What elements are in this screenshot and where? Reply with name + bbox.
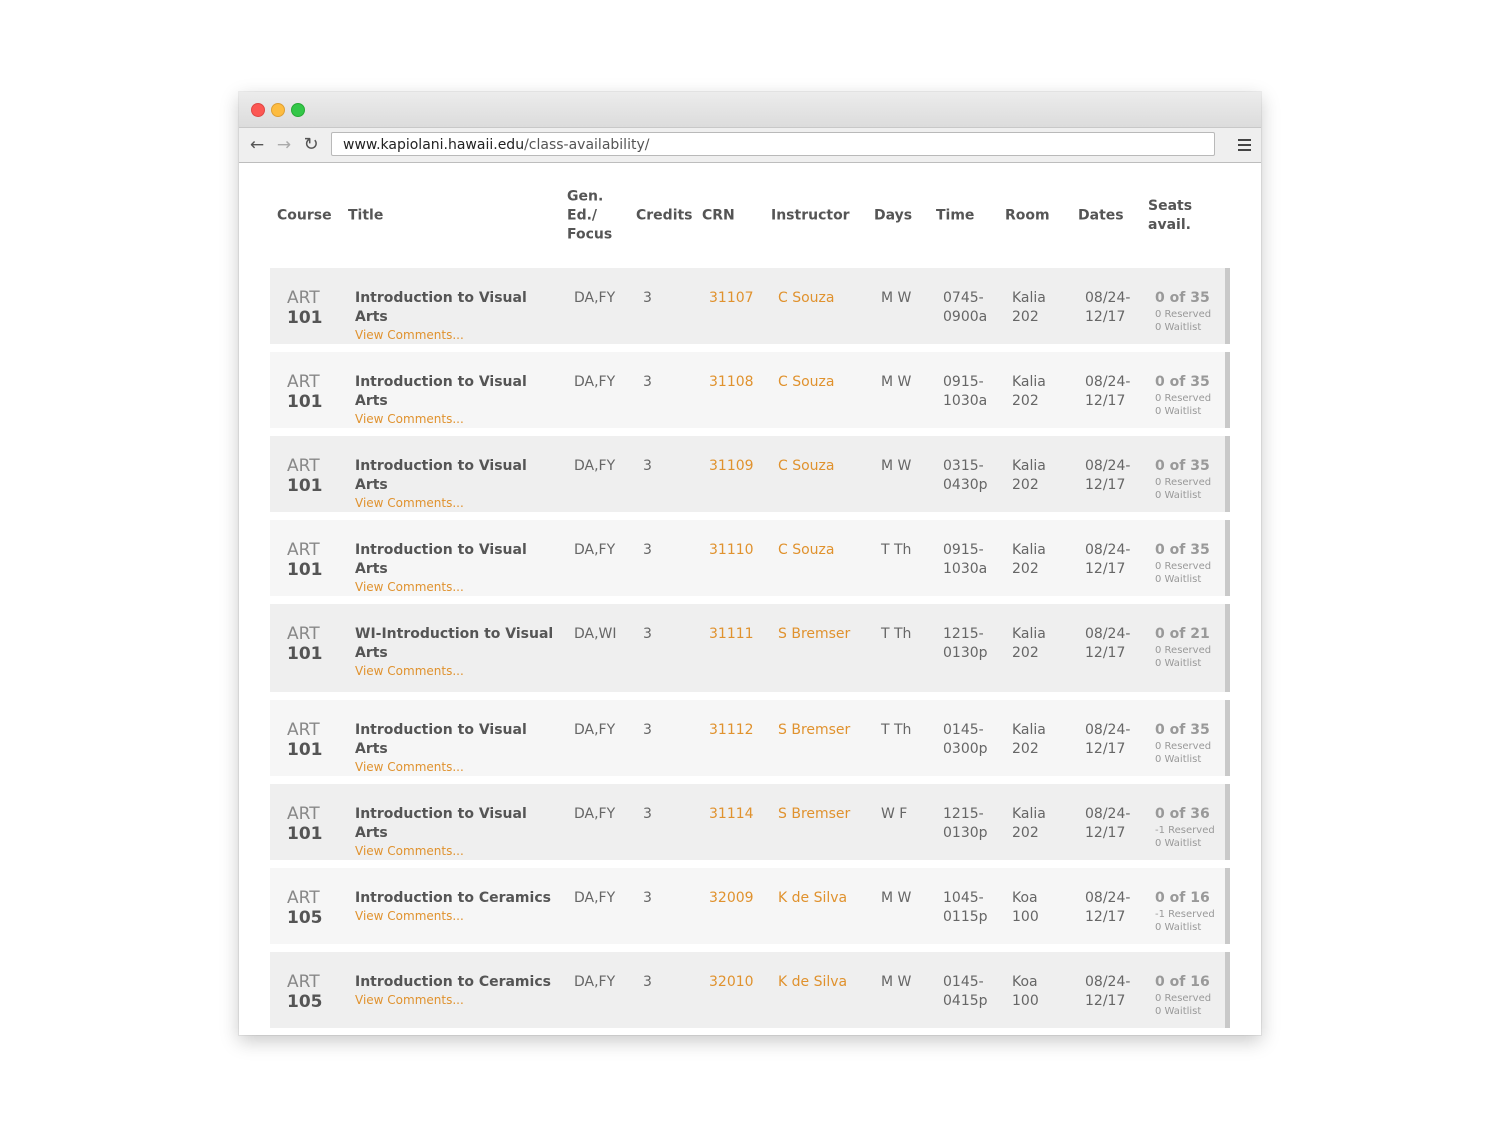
seats-cell: [1155, 721, 1211, 766]
date-end: 12/17: [1085, 993, 1126, 1009]
gened-value: DA,FY: [574, 722, 616, 738]
room-number: 202: [1012, 477, 1039, 493]
date-start: 08/24-: [1085, 974, 1131, 990]
instructor-link[interactable]: C Souza: [778, 290, 835, 306]
date-start: 08/24-: [1085, 290, 1131, 306]
seats-available: 0 of 35: [1155, 542, 1210, 558]
seats-reserved: -1 Reserved: [1155, 909, 1215, 920]
gened-value: DA,FY: [574, 890, 616, 906]
title-cell: [355, 889, 555, 924]
course-number: 105: [287, 992, 323, 1012]
room-building: Koa: [1012, 974, 1038, 990]
days-value: M W: [881, 974, 912, 990]
time-cell: [943, 625, 995, 663]
seats-cell: [1155, 541, 1211, 586]
course-cell: [287, 288, 323, 328]
date-end: 12/17: [1085, 741, 1126, 757]
days-value: M W: [881, 458, 912, 474]
page-content: [239, 163, 1261, 1035]
seats-reserved: 0 Reserved: [1155, 393, 1212, 404]
days-value: M W: [881, 890, 912, 906]
crn-link[interactable]: 32010: [709, 974, 754, 990]
days-value: W F: [881, 806, 908, 822]
course-subject: ART: [287, 888, 320, 908]
table-row: [270, 604, 1230, 692]
course-title: Introduction to Visual Arts: [355, 722, 527, 757]
dates-cell: [1085, 973, 1137, 1011]
course-subject: ART: [287, 456, 320, 476]
seats-reserved: 0 Reserved: [1155, 993, 1212, 1004]
seats-cell: [1155, 457, 1211, 502]
instructor-link[interactable]: K de Silva: [778, 890, 848, 906]
address-bar[interactable]: [331, 132, 1215, 156]
time-start: 0315-: [943, 458, 984, 474]
gened-value: DA,FY: [574, 290, 616, 306]
room-cell: [1012, 973, 1062, 1011]
room-building: Koa: [1012, 890, 1038, 906]
room-building: Kalia: [1012, 542, 1046, 558]
course-title: Introduction to Visual Arts: [355, 290, 527, 325]
seats-waitlist: 0 Waitlist: [1155, 922, 1202, 933]
credits-value: 3: [643, 890, 652, 906]
credits-value: 3: [643, 458, 652, 474]
date-end: 12/17: [1085, 561, 1126, 577]
time-cell: [943, 289, 995, 327]
room-building: Kalia: [1012, 806, 1046, 822]
gened-value: DA,FY: [574, 542, 616, 558]
time-cell: [943, 973, 995, 1011]
instructor-link[interactable]: S Bremser: [778, 722, 851, 738]
header-days: Days: [874, 207, 913, 223]
url-domain: www.kapiolani.hawaii.edu: [343, 137, 525, 153]
dates-cell: [1085, 373, 1137, 411]
date-start: 08/24-: [1085, 542, 1131, 558]
gened-value: DA,FY: [574, 974, 616, 990]
time-end: 0900a: [943, 309, 988, 325]
course-title: Introduction to Ceramics: [355, 890, 551, 906]
time-cell: [943, 889, 995, 927]
seats-available: 0 of 36: [1155, 806, 1210, 822]
table-row: [270, 436, 1230, 512]
time-end: 0300p: [943, 741, 988, 757]
title-cell: [355, 373, 555, 427]
room-cell: [1012, 373, 1062, 411]
room-number: 202: [1012, 741, 1039, 757]
seats-cell: [1155, 889, 1215, 934]
course-subject: ART: [287, 372, 320, 392]
table-row: [270, 784, 1230, 860]
gened-value: DA,WI: [574, 626, 617, 642]
course-subject: ART: [287, 288, 320, 308]
seats-reserved: 0 Reserved: [1155, 741, 1212, 752]
header-time: Time: [936, 207, 975, 223]
room-number: 100: [1012, 993, 1039, 1009]
header-dates: Dates: [1078, 207, 1124, 223]
date-end: 12/17: [1085, 645, 1126, 661]
header-course: Course: [277, 207, 332, 223]
time-start: 0915-: [943, 374, 984, 390]
seats-waitlist: 0 Waitlist: [1155, 406, 1202, 417]
date-start: 08/24-: [1085, 722, 1131, 738]
course-subject: ART: [287, 540, 320, 560]
course-subject: ART: [287, 804, 320, 824]
title-cell: [355, 457, 555, 511]
table-row: [270, 700, 1230, 776]
gened-value: DA,FY: [574, 806, 616, 822]
crn-link[interactable]: 31110: [709, 542, 754, 558]
arrow-right-icon[interactable]: →: [276, 135, 292, 155]
course-number: 101: [287, 644, 323, 664]
room-number: 100: [1012, 909, 1039, 925]
seats-waitlist: 0 Waitlist: [1155, 574, 1202, 585]
room-cell: [1012, 889, 1062, 927]
dates-cell: [1085, 625, 1137, 663]
seats-reserved: 0 Reserved: [1155, 561, 1212, 572]
title-cell: [355, 541, 555, 595]
header-seats-line1: Seats: [1148, 197, 1193, 214]
time-end: 0430p: [943, 477, 988, 493]
browser-window: [239, 92, 1261, 1035]
course-title: Introduction to Visual Arts: [355, 374, 527, 409]
days-value: M W: [881, 374, 912, 390]
seats-available: 0 of 35: [1155, 374, 1210, 390]
date-start: 08/24-: [1085, 458, 1131, 474]
seats-reserved: 0 Reserved: [1155, 309, 1212, 320]
dates-cell: [1085, 457, 1137, 495]
instructor-link[interactable]: C Souza: [778, 374, 835, 390]
title-cell: [355, 625, 555, 679]
header-seats: [1148, 197, 1192, 235]
room-number: 202: [1012, 393, 1039, 409]
title-bar: [239, 92, 1261, 128]
time-end: 0130p: [943, 645, 988, 661]
seats-available: 0 of 16: [1155, 890, 1210, 906]
seats-available: 0 of 35: [1155, 290, 1210, 306]
time-start: 0145-: [943, 974, 984, 990]
days-value: T Th: [881, 626, 912, 642]
room-number: 202: [1012, 825, 1039, 841]
credits-value: 3: [643, 626, 652, 642]
dates-cell: [1085, 289, 1137, 327]
title-cell: [355, 805, 555, 859]
crn-link[interactable]: 31107: [709, 290, 754, 306]
header-crn: CRN: [702, 207, 735, 223]
gened-value: DA,FY: [574, 374, 616, 390]
room-building: Kalia: [1012, 458, 1046, 474]
seats-waitlist: 0 Waitlist: [1155, 322, 1202, 333]
view-comments-link[interactable]: View Comments...: [355, 496, 464, 510]
credits-value: 3: [643, 374, 652, 390]
course-subject: ART: [287, 972, 320, 992]
title-cell: [355, 721, 555, 775]
crn-link[interactable]: 31114: [709, 806, 754, 822]
room-cell: [1012, 289, 1062, 327]
title-cell: [355, 289, 555, 343]
view-comments-link[interactable]: View Comments...: [355, 664, 464, 678]
seats-reserved: 0 Reserved: [1155, 645, 1212, 656]
header-gened-line1: Gen.: [567, 188, 604, 204]
hamburger-menu-icon[interactable]: [1238, 139, 1251, 151]
credits-value: 3: [643, 290, 652, 306]
course-number: 101: [287, 824, 323, 844]
minimize-window-button[interactable]: [271, 103, 285, 117]
time-start: 1215-: [943, 806, 984, 822]
header-credits: Credits: [636, 207, 693, 223]
table-header: [239, 163, 1261, 268]
view-comments-link[interactable]: View Comments...: [355, 993, 464, 1007]
header-room: Room: [1005, 207, 1050, 223]
time-end: 1030a: [943, 561, 988, 577]
maximize-window-button[interactable]: [291, 103, 305, 117]
date-end: 12/17: [1085, 825, 1126, 841]
room-cell: [1012, 541, 1062, 579]
days-value: T Th: [881, 542, 912, 558]
crn-link[interactable]: 31111: [709, 626, 754, 642]
table-row: [270, 352, 1230, 428]
seats-cell: [1155, 805, 1215, 850]
url-path: /class-availability/: [524, 137, 650, 153]
seats-waitlist: 0 Waitlist: [1155, 754, 1202, 765]
room-building: Kalia: [1012, 722, 1046, 738]
dates-cell: [1085, 721, 1137, 759]
course-title: Introduction to Visual Arts: [355, 542, 527, 577]
course-subject: ART: [287, 624, 320, 644]
header-gened: [567, 187, 612, 244]
seats-waitlist: 0 Waitlist: [1155, 490, 1202, 501]
course-title: Introduction to Visual Arts: [355, 458, 527, 493]
date-end: 12/17: [1085, 477, 1126, 493]
time-start: 0745-: [943, 290, 984, 306]
course-number: 105: [287, 908, 323, 928]
time-end: 0415p: [943, 993, 988, 1009]
time-cell: [943, 457, 995, 495]
view-comments-link[interactable]: View Comments...: [355, 412, 464, 426]
date-end: 12/17: [1085, 309, 1126, 325]
room-cell: [1012, 805, 1062, 843]
seats-reserved: -1 Reserved: [1155, 825, 1215, 836]
instructor-link[interactable]: K de Silva: [778, 974, 848, 990]
days-value: T Th: [881, 722, 912, 738]
instructor-link[interactable]: S Bremser: [778, 806, 851, 822]
course-cell: [287, 456, 323, 496]
course-number: 101: [287, 476, 323, 496]
seats-available: 0 of 35: [1155, 458, 1210, 474]
course-number: 101: [287, 740, 323, 760]
course-title: Introduction to Ceramics: [355, 974, 551, 990]
seats-waitlist: 0 Waitlist: [1155, 658, 1202, 669]
seats-available: 0 of 21: [1155, 626, 1210, 642]
close-window-button[interactable]: [251, 103, 265, 117]
seats-available: 0 of 35: [1155, 722, 1210, 738]
date-start: 08/24-: [1085, 890, 1131, 906]
gened-value: DA,FY: [574, 458, 616, 474]
view-comments-link[interactable]: View Comments...: [355, 909, 464, 923]
date-start: 08/24-: [1085, 374, 1131, 390]
room-building: Kalia: [1012, 290, 1046, 306]
course-cell: [287, 720, 323, 760]
time-cell: [943, 541, 995, 579]
time-start: 0915-: [943, 542, 984, 558]
course-subject: ART: [287, 720, 320, 740]
header-instructor: Instructor: [771, 207, 850, 223]
credits-value: 3: [643, 974, 652, 990]
course-number: 101: [287, 392, 323, 412]
course-number: 101: [287, 308, 323, 328]
table-row: [270, 520, 1230, 596]
header-gened-line3: Focus: [567, 226, 613, 242]
crn-link[interactable]: 32009: [709, 890, 754, 906]
room-cell: [1012, 721, 1062, 759]
instructor-link[interactable]: C Souza: [778, 542, 835, 558]
time-cell: [943, 805, 995, 843]
crn-link[interactable]: 31109: [709, 458, 754, 474]
title-cell: [355, 973, 555, 1008]
instructor-link[interactable]: S Bremser: [778, 626, 851, 642]
course-cell: [287, 972, 323, 1012]
credits-value: 3: [643, 542, 652, 558]
seats-waitlist: 0 Waitlist: [1155, 1006, 1202, 1017]
credits-value: 3: [643, 722, 652, 738]
seats-cell: [1155, 289, 1211, 334]
header-gened-line2: Ed./: [567, 207, 598, 223]
room-building: Kalia: [1012, 374, 1046, 390]
seats-reserved: 0 Reserved: [1155, 477, 1212, 488]
header-title: Title: [348, 207, 384, 223]
days-value: M W: [881, 290, 912, 306]
header-seats-line2: avail.: [1148, 216, 1191, 233]
view-comments-link[interactable]: View Comments...: [355, 328, 464, 342]
seats-cell: [1155, 373, 1211, 418]
course-cell: [287, 888, 323, 928]
room-number: 202: [1012, 645, 1039, 661]
view-comments-link[interactable]: View Comments...: [355, 844, 464, 858]
date-end: 12/17: [1085, 393, 1126, 409]
time-start: 1045-: [943, 890, 984, 906]
course-title: WI-Introduction to Visual Arts: [355, 626, 554, 661]
time-cell: [943, 373, 995, 411]
crn-link[interactable]: 31112: [709, 722, 754, 738]
seats-cell: [1155, 625, 1211, 670]
course-cell: [287, 540, 323, 580]
browser-toolbar: [239, 128, 1261, 163]
seats-available: 0 of 16: [1155, 974, 1210, 990]
time-end: 1030a: [943, 393, 988, 409]
time-end: 0115p: [943, 909, 988, 925]
time-start: 0145-: [943, 722, 984, 738]
date-start: 08/24-: [1085, 806, 1131, 822]
dates-cell: [1085, 541, 1137, 579]
date-end: 12/17: [1085, 909, 1126, 925]
room-cell: [1012, 625, 1062, 663]
dates-cell: [1085, 805, 1137, 843]
view-comments-link[interactable]: View Comments...: [355, 580, 464, 594]
table-row: [270, 952, 1230, 1028]
reload-icon[interactable]: ↻: [303, 134, 319, 155]
instructor-link[interactable]: C Souza: [778, 458, 835, 474]
table-row: [270, 268, 1230, 344]
course-title: Introduction to Visual Arts: [355, 806, 527, 841]
room-building: Kalia: [1012, 626, 1046, 642]
course-list: [270, 268, 1230, 1035]
crn-link[interactable]: 31108: [709, 374, 754, 390]
course-cell: [287, 804, 323, 844]
room-number: 202: [1012, 561, 1039, 577]
time-start: 1215-: [943, 626, 984, 642]
arrow-left-icon[interactable]: ←: [249, 135, 265, 155]
course-cell: [287, 624, 323, 664]
dates-cell: [1085, 889, 1137, 927]
room-number: 202: [1012, 309, 1039, 325]
seats-waitlist: 0 Waitlist: [1155, 838, 1202, 849]
seats-cell: [1155, 973, 1211, 1018]
view-comments-link[interactable]: View Comments...: [355, 760, 464, 774]
table-row: [270, 868, 1230, 944]
room-cell: [1012, 457, 1062, 495]
credits-value: 3: [643, 806, 652, 822]
course-cell: [287, 372, 323, 412]
time-end: 0130p: [943, 825, 988, 841]
course-number: 101: [287, 560, 323, 580]
time-cell: [943, 721, 995, 759]
date-start: 08/24-: [1085, 626, 1131, 642]
